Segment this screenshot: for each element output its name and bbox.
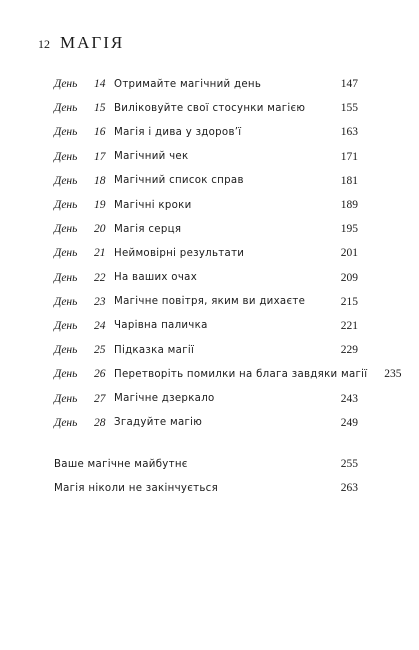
day-label: День <box>54 344 78 357</box>
chapter-title: Магія серця <box>114 223 182 235</box>
day-label: День <box>54 295 78 308</box>
day-label: День <box>54 319 78 332</box>
day-number: 22 <box>94 271 106 284</box>
toc-entry <box>54 411 358 435</box>
day-number: 26 <box>94 368 106 381</box>
day-number: 16 <box>94 126 106 139</box>
toc-entry <box>54 476 358 500</box>
chapter-title: Магічний чек <box>114 151 189 163</box>
toc-entry <box>54 338 358 362</box>
chapter-page: 209 <box>340 271 358 284</box>
day-number: 17 <box>94 150 106 163</box>
toc-entry <box>54 241 358 265</box>
chapter-page: 255 <box>340 458 358 471</box>
running-head <box>38 33 124 51</box>
day-number: 28 <box>94 416 106 429</box>
day-number: 19 <box>94 199 106 212</box>
chapter-page: 181 <box>340 174 358 187</box>
chapter-title: Магічне дзеркало <box>114 393 215 405</box>
chapter-page: 195 <box>340 223 358 236</box>
chapter-page: 229 <box>340 344 358 357</box>
toc-entry <box>54 314 358 338</box>
chapter-title: Магія і дива у здоров’ї <box>114 126 242 138</box>
day-label: День <box>54 102 78 115</box>
chapter-title: Магічне повітря, яким ви дихаєте <box>114 296 306 308</box>
toc-entry <box>54 386 358 410</box>
toc-entry <box>54 266 358 290</box>
chapter-title: Перетворіть помилки на блага завдяки магії <box>114 368 368 380</box>
day-label: День <box>54 126 78 139</box>
day-label: День <box>54 247 78 260</box>
chapter-page: 163 <box>340 126 358 139</box>
chapter-title: Виліковуйте свої стосунки магією <box>114 102 306 114</box>
day-number: 23 <box>94 295 106 308</box>
chapter-title: Підказка магії <box>114 344 195 356</box>
chapter-page: 189 <box>340 199 358 212</box>
chapter-title: Магічні кроки <box>114 199 192 211</box>
chapter-title: Неймовірні результати <box>114 247 245 259</box>
toc-entry <box>54 120 358 144</box>
day-number: 21 <box>94 247 106 260</box>
chapter-page: 263 <box>340 482 358 495</box>
book-title: МАГІЯ <box>60 33 125 52</box>
day-number: 27 <box>94 392 106 405</box>
day-label: День <box>54 368 78 381</box>
day-label: День <box>54 223 78 236</box>
day-label: День <box>54 150 78 163</box>
day-number: 20 <box>94 223 106 236</box>
toc-entry <box>54 96 358 120</box>
day-label: День <box>54 78 78 91</box>
day-number: 25 <box>94 344 106 357</box>
day-label: День <box>54 416 78 429</box>
day-number: 24 <box>94 319 106 332</box>
day-label: День <box>54 199 78 212</box>
day-number: 14 <box>94 78 106 91</box>
toc-entry <box>54 452 358 476</box>
chapter-title: Отримайте магічний день <box>114 78 262 90</box>
day-label: День <box>54 392 78 405</box>
page-number: 12 <box>38 37 50 51</box>
chapter-page: 201 <box>340 247 358 260</box>
chapter-page: 171 <box>340 150 358 163</box>
chapter-title: Ваше магічне майбутнє <box>54 458 188 470</box>
chapter-title: Магічний список справ <box>114 175 244 187</box>
day-number: 18 <box>94 174 106 187</box>
day-label: День <box>54 174 78 187</box>
toc-entry <box>54 169 358 193</box>
chapter-page: 243 <box>340 392 358 405</box>
toc-entry <box>54 193 358 217</box>
toc-entry <box>54 362 402 386</box>
table-of-contents <box>54 72 402 435</box>
chapter-page: 221 <box>340 319 358 332</box>
chapter-title: Магія ніколи не закінчується <box>54 482 219 494</box>
day-label: День <box>54 271 78 284</box>
toc-entry <box>54 217 358 241</box>
chapter-title: На ваших очах <box>114 272 198 284</box>
chapter-page: 155 <box>340 102 358 115</box>
chapter-page: 249 <box>340 416 358 429</box>
toc-entry <box>54 290 358 314</box>
chapter-page: 235 <box>384 368 402 381</box>
chapter-title: Згадуйте магію <box>114 417 203 429</box>
chapter-page: 215 <box>340 295 358 308</box>
day-number: 15 <box>94 102 106 115</box>
toc-entry <box>54 145 358 169</box>
toc-entry <box>54 72 358 96</box>
chapter-title: Чарівна паличка <box>114 320 208 332</box>
chapter-page: 147 <box>340 78 358 91</box>
toc-closing-section <box>54 452 358 500</box>
